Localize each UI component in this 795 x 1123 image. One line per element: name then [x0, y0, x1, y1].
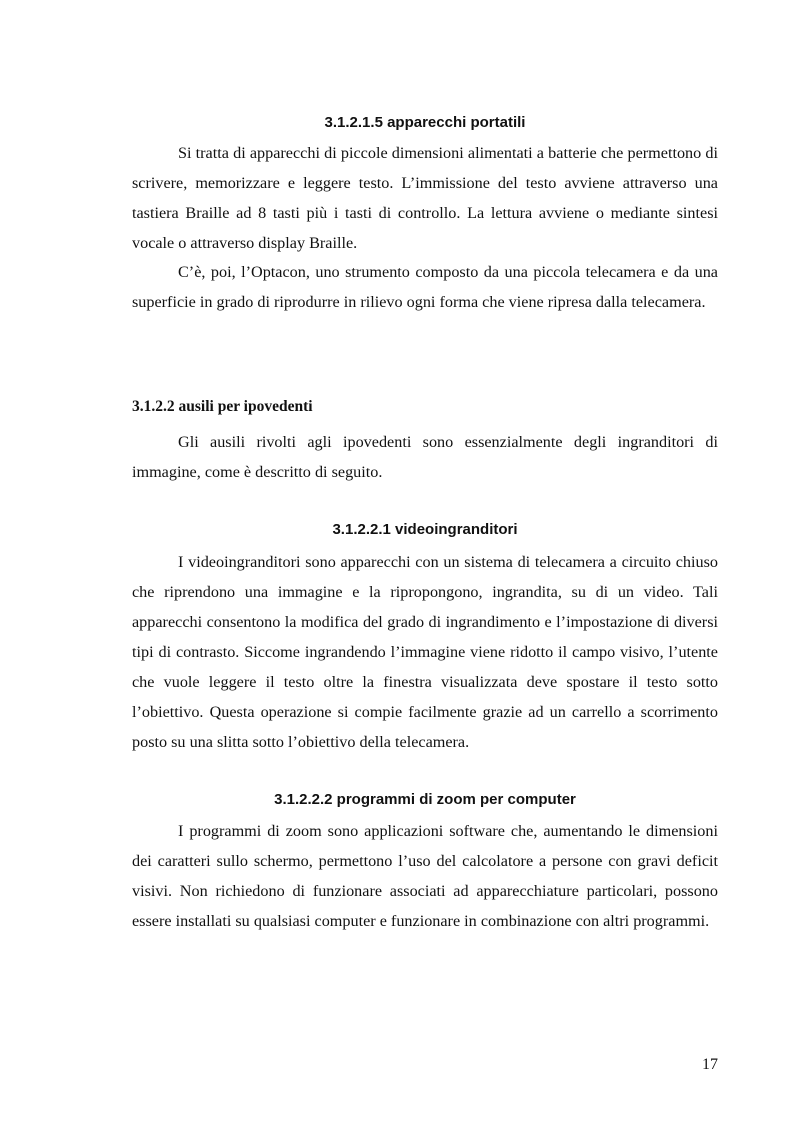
paragraph-videoingranditori: I videoingranditori sono apparecchi con un sistema di telecamera a circuito chiuso che riprendono una immagine e la ripropongono, ingrandita, su di un video. Tali apparecchi consentono la modifica del grado di ingrandimento e l’impostazione di diversi tipi di contrasto. Siccome ingrandendo l’immagine viene ridotto il campo visivo, l’utente che vuole leggere il testo oltre la finestra visualizzata deve spostare il testo sotto l’obiettivo. Questa operazione si compie facilmente grazie ad un carrello a scorrimento posto su una slitta sotto l’obiettivo della telecamera.: [132, 553, 718, 751]
section-heading-programmi-zoom: 3.1.2.2.2 programmi di zoom per computer: [274, 791, 576, 808]
section-heading-videoingranditori: 3.1.2.2.1 videoingranditori: [332, 521, 518, 538]
paragraph-ausili-ipovedenti: Gli ausili rivolti agli ipovedenti sono essenzialmente degli ingranditori di immagine, come è descritto di seguito.: [132, 433, 718, 481]
section-heading-ausili-ipovedenti: 3.1.2.2 ausili per ipovedenti: [132, 398, 313, 415]
paragraph-programmi-zoom: I programmi di zoom sono applicazioni software che, aumentando le dimensioni dei caratteri sullo schermo, permettono l’uso del calcolatore a persone con gravi deficit visivi. Non richiedono di funzionare associati ad apparecchiature particolari, possono essere installati su qualsiasi computer e funzionare in combinazione con altri programmi.: [132, 822, 718, 930]
paragraph-apparecchi-portatili-2: C’è, poi, l’Optacon, uno strumento composto da una piccola telecamera e da una superficie in grado di riprodurre in rilievo ogni forma che viene ripresa dalla telecamera.: [132, 263, 718, 311]
paragraph-apparecchi-portatili-1: Si tratta di apparecchi di piccole dimensioni alimentati a batterie che permettono di scrivere, memorizzare e leggere testo. L’immissione del testo avviene attraverso una tastiera Braille ad 8 tasti più i tasti di controllo. La lettura avviene o mediante sintesi vocale o attraverso display Braille.: [132, 144, 718, 252]
section-heading-apparecchi-portatili: 3.1.2.1.5 apparecchi portatili: [324, 114, 526, 131]
page-number: 17: [702, 1056, 718, 1073]
